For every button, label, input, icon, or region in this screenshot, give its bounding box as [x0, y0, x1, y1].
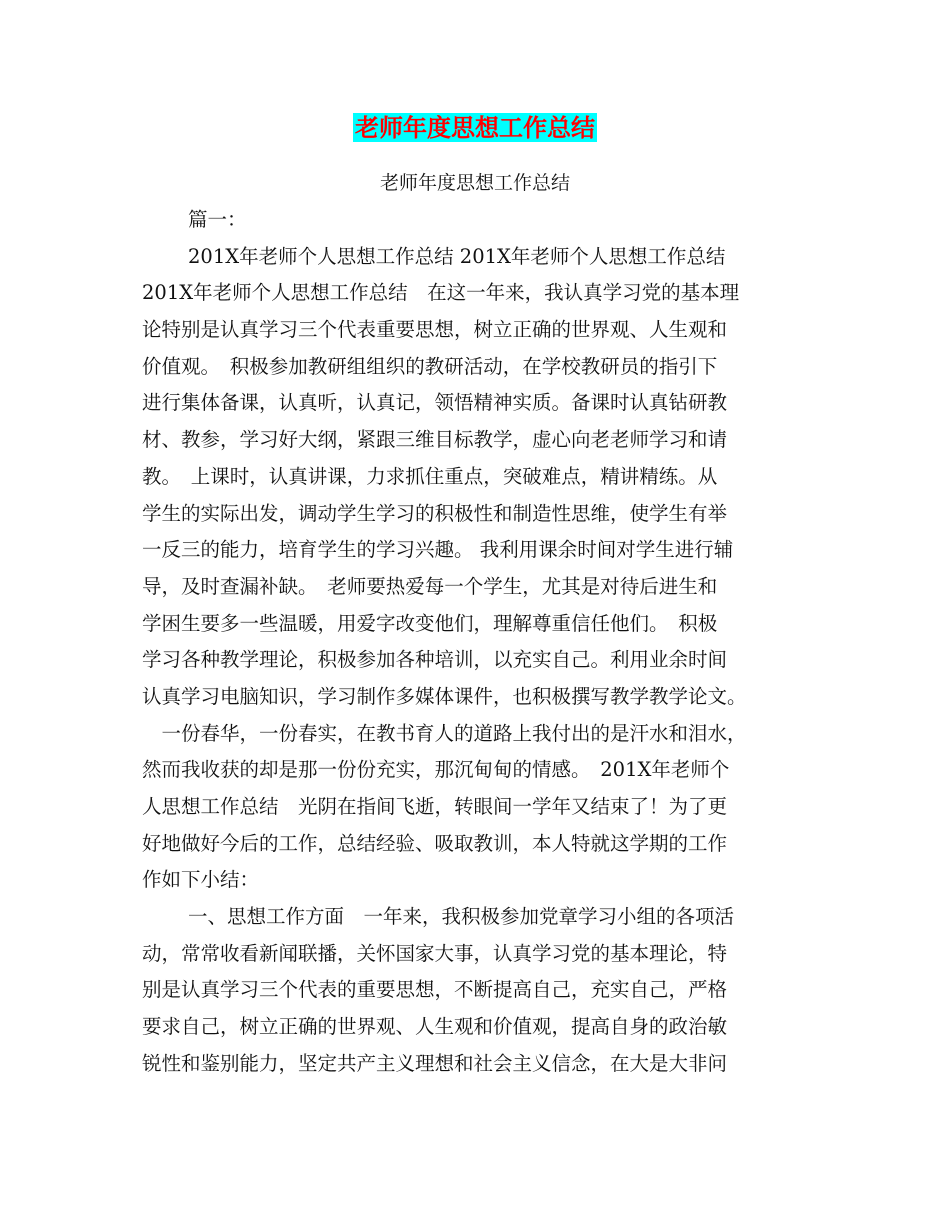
text-line: 导，及时查漏补缺。 老师要热爱每一个学生，尤其是对待后进生和: [142, 574, 718, 598]
text-line: 人思想工作总结 光阴在指间飞逝，转眼间一学年又结束了！为了更: [142, 795, 728, 818]
text-line: 锐性和鉴别能力，坚定共产主义理想和社会主义信念，在大是大非问: [142, 1051, 728, 1075]
text-line: 认真学习电脑知识，学习制作多媒体课件，也积极撰写教学教学论文。: [142, 684, 747, 708]
subtitle: 老师年度思想工作总结: [379, 172, 570, 194]
text-line: 材、教参，学习好大纲，紧跟三维目标教学，虚心向老老师学习和请: [142, 428, 728, 452]
text-line: 学习各种教学理论，积极参加各种培训，以充实自己。利用业余时间: [142, 648, 728, 672]
text-line: 好地做好今后的工作，总结经验、吸取教训，本人特就这学期的工作: [142, 831, 728, 855]
text-line: 篇一：: [188, 208, 247, 231]
text-line: 论特别是认真学习三个代表重要思想，树立正确的世界观、人生观和: [142, 318, 728, 342]
text-line: 一、思想工作方面 一年来，我积极参加党章学习小组的各项活: [188, 905, 735, 929]
text-line: 一反三的能力，培育学生的学习兴趣。 我利用课余时间对学生进行辅: [142, 538, 734, 562]
main-title-text: 老师年度思想工作总结: [355, 113, 595, 142]
main-title: [0, 112, 950, 144]
text-line: 别是认真学习三个代表的重要思想，不断提高自己，充实自己，严格: [142, 978, 728, 1002]
text-line: 201X年老师个人思想工作总结 201X年老师个人思想工作总结: [188, 244, 726, 268]
text-line: 教。 上课时，认真讲课，力求抓住重点，突破难点，精讲精练。从: [142, 464, 718, 488]
text-line: 学生的实际出发，调动学生学习的积极性和制造性思维，使学生有举: [142, 501, 728, 525]
text-line: 价值观。 积极参加教研组组织的教研活动，在学校教研员的指引下: [142, 354, 718, 378]
document-body: [142, 202, 812, 1083]
text-line: 进行集体备课，认真听，认真记，领悟精神实质。备课时认真钻研教: [142, 391, 728, 415]
text-line: 作如下小结：: [142, 868, 260, 892]
text-line: 要求自己，树立正确的世界观、人生观和价值观，提高自身的政治敏: [142, 1015, 728, 1039]
text-line: 然而我收获的却是那一份份充实，那沉甸甸的情感。 201X年老师个: [142, 758, 730, 782]
text-line: 动，常常收看新闻联播，关怀国家大事，认真学习党的基本理论，特: [142, 941, 728, 965]
text-line: 一份春华，一份春实，在教书育人的道路上我付出的是汗水和泪水，: [142, 721, 747, 745]
text-line: 学困生要多一些温暖，用爱字改变他们，理解尊重信任他们。 积极: [142, 611, 718, 635]
text-line: 201X年老师个人思想工作总结 在这一年来，我认真学习党的基本理: [142, 281, 740, 305]
